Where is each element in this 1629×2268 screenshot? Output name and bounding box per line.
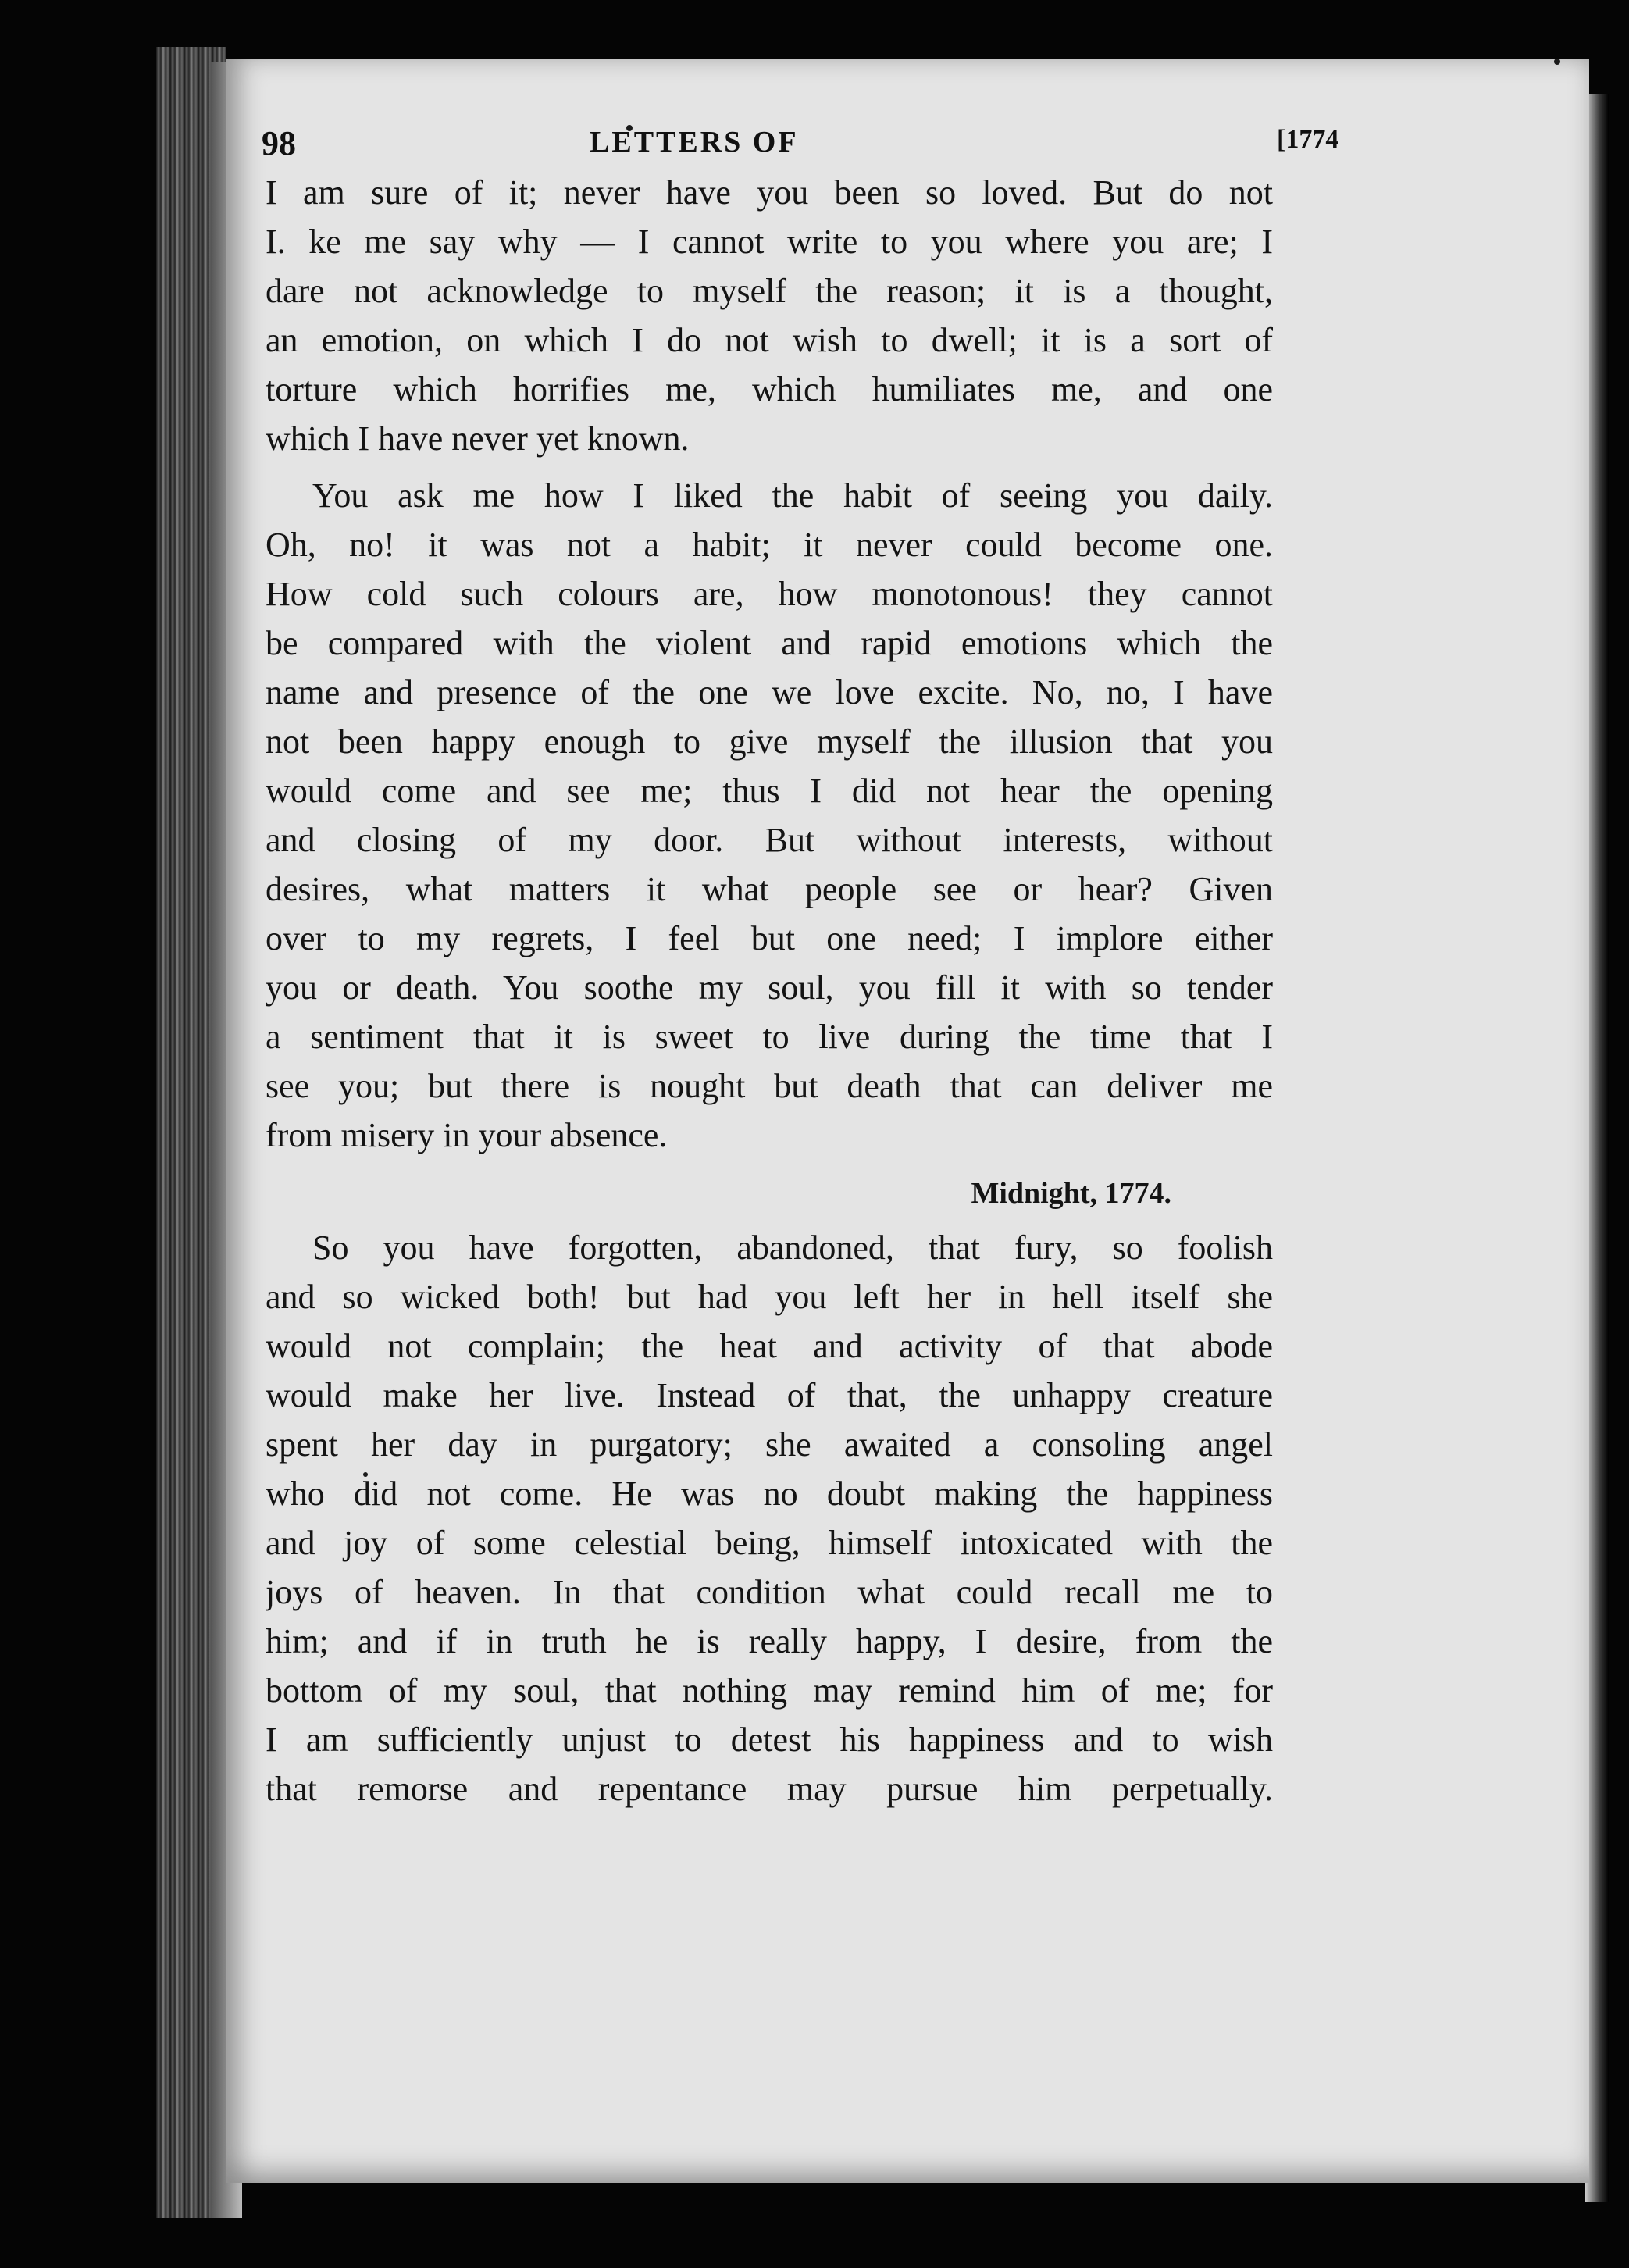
text-line: dare not acknowledge to myself the reason; it is a thought, xyxy=(266,272,1273,310)
page-number: 98 xyxy=(262,124,296,162)
text-line: which I have never yet known. xyxy=(266,419,690,458)
header-year: [1774 xyxy=(1277,125,1339,154)
text-line: I am sure of it; never have you been so loved. But do not xyxy=(266,173,1273,212)
text-line: name and presence of the one we love excite. No, no, I have xyxy=(266,673,1273,711)
text-line: you or death. You soothe my soul, you fill it with so tender xyxy=(266,968,1273,1007)
ink-speck xyxy=(1554,59,1560,65)
text-line: see you; but there is nought but death that can deliver me xyxy=(266,1067,1273,1105)
text-line: that remorse and repentance may pursue him perpetually. xyxy=(266,1770,1273,1808)
text-line: be compared with the violent and rapid emotions which the xyxy=(266,624,1273,662)
body-text xyxy=(266,168,1273,1813)
text-line: and so wicked both! but had you left her in hell itself she xyxy=(266,1278,1273,1316)
text-line: and closing of my door. But without interests, without xyxy=(266,821,1273,859)
text-line: not been happy enough to give myself the illusion that you xyxy=(266,722,1273,761)
running-title: LETTERS OF xyxy=(590,126,799,159)
text-line: I. ke me say why — I cannot write to you where you are; I xyxy=(266,223,1273,261)
letter-dateline: Midnight, 1774. xyxy=(971,1177,1171,1210)
text-line: who did not come. He was no doubt making the happiness xyxy=(266,1475,1273,1513)
text-line: I am sufficiently unjust to detest his happiness and to wish xyxy=(266,1721,1273,1759)
text-line: him; and if in truth he is really happy, I desire, from the xyxy=(266,1622,1273,1660)
text-line: Oh, no! it was not a habit; it never could become one. xyxy=(266,526,1273,564)
text-line: torture which horrifies me, which humiliates me, and one xyxy=(266,370,1273,408)
text-line: over to my regrets, I feel but one need; I implore either xyxy=(266,919,1273,957)
text-line: spent her day in purgatory; she awaited a consoling angel xyxy=(266,1425,1273,1464)
text-line: would come and see me; thus I did not hear the opening xyxy=(266,772,1273,810)
text-line: desires, what matters it what people see or hear? Given xyxy=(266,870,1273,908)
paragraph xyxy=(266,471,1273,1160)
text-line: You ask me how I liked the habit of seeing you daily. xyxy=(312,476,1273,515)
text-line: would not complain; the heat and activity of that abode xyxy=(266,1327,1273,1365)
running-header xyxy=(262,123,1339,170)
paragraph xyxy=(266,168,1273,463)
paragraph xyxy=(266,1223,1273,1813)
text-line: and joy of some celestial being, himself intoxicated with the xyxy=(266,1524,1273,1562)
text-line: joys of heaven. In that condition what could recall me to xyxy=(266,1573,1273,1611)
text-line: would make her live. Instead of that, the unhappy creature xyxy=(266,1376,1273,1414)
text-line: So you have forgotten, abandoned, that fury, so foolish xyxy=(312,1228,1273,1267)
text-line: How cold such colours are, how monotonous! they cannot xyxy=(266,575,1273,613)
text-line: an emotion, on which I do not wish to dwell; it is a sort of xyxy=(266,321,1273,359)
text-line: from misery in your absence. xyxy=(266,1116,668,1154)
text-line: bottom of my soul, that nothing may remind him of me; for xyxy=(266,1671,1273,1710)
text-line: a sentiment that it is sweet to live during the time that I xyxy=(266,1018,1273,1056)
